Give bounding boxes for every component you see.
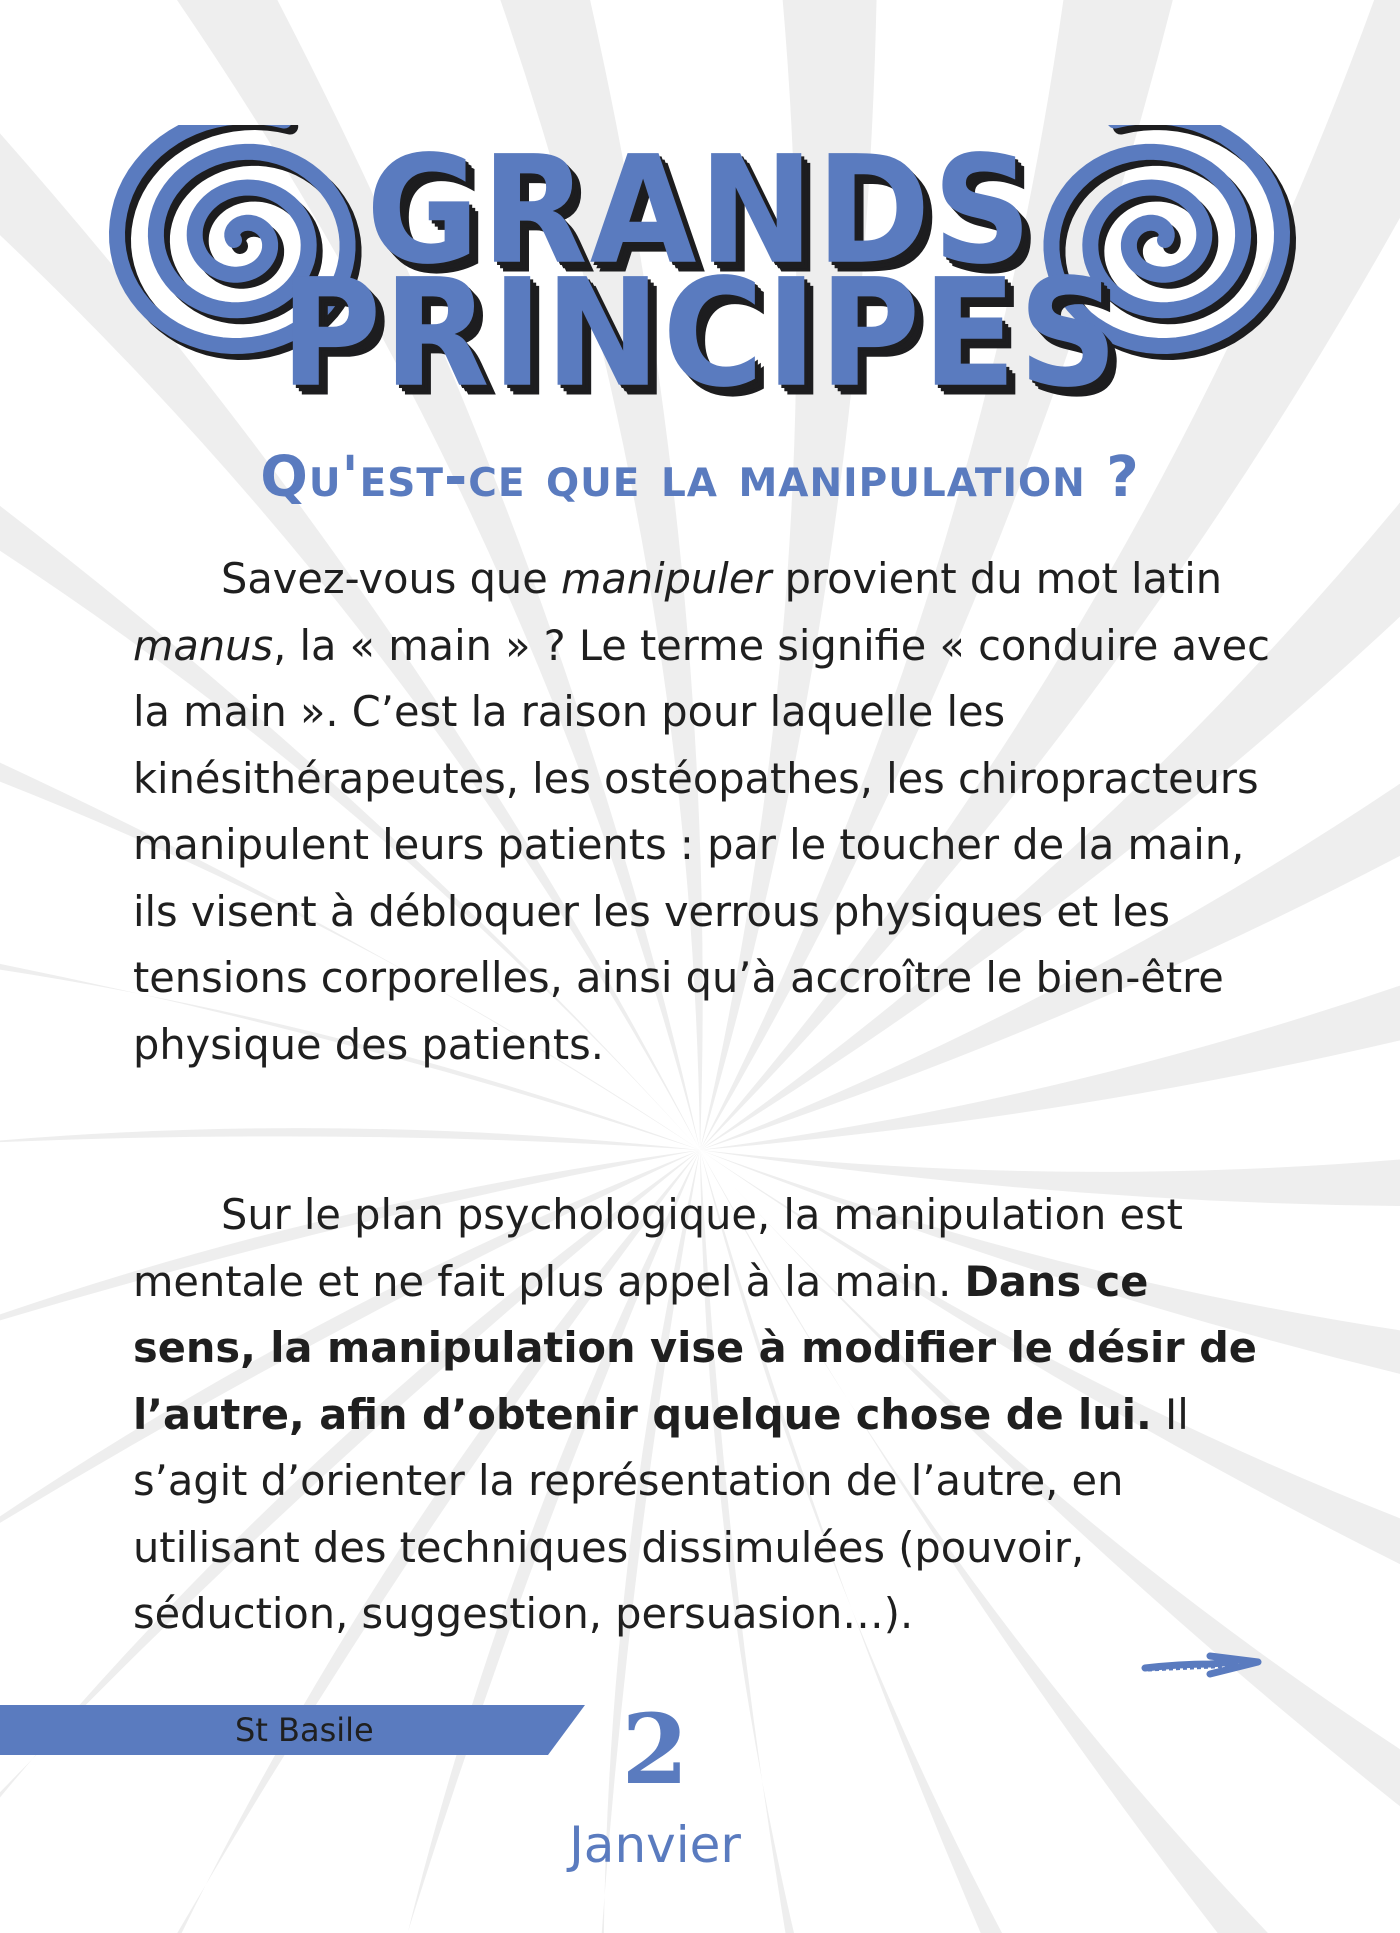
paragraph1-segment: Savez-vous que xyxy=(221,554,561,603)
saint-name: St Basile xyxy=(235,1711,374,1749)
arrow-right-icon[interactable] xyxy=(1140,1640,1270,1685)
title-line-2: PRINCIPES xyxy=(280,246,1120,421)
paragraph2-segment: Dans ce sens, la manipulation vise à modifier le désir de l’autre, afin d’obtenir quelque chose de lui. xyxy=(133,1256,1257,1439)
paragraph1-segment: , la « main » ? Le terme signifie « conduire avec la main ». C’est la raison pour laquelle les kinésithérapeutes, les ostéopathes, les chiropracteurs manipulent leurs patients : par le toucher de la main, ils visent à débloquer les verrous physiques et les tensions corporelles, ainsi qu’à accroître le bien-être physique des patients. xyxy=(133,620,1270,1069)
month-label: Janvier xyxy=(569,1816,741,1874)
paragraph-1 xyxy=(133,546,1273,1078)
paragraph-2-text xyxy=(133,1190,1257,1638)
paragraph1-segment: manipuler xyxy=(560,554,772,603)
subtitle: Qu'est-ce que la manipulation ? xyxy=(260,445,1140,510)
paragraph2-segment: Il s’agit d’orienter la représentation de l’autre, en utilisant des techniques dissimulées (pouvoir, séduction, suggestion, persuasion…). xyxy=(133,1389,1189,1638)
paragraph1-segment: manus xyxy=(133,620,274,670)
title-line-1: GRANDS xyxy=(366,123,1034,298)
paragraph1-segment: provient du mot latin xyxy=(771,554,1223,603)
day-number: 2 xyxy=(621,1693,689,1806)
paragraph-1-text xyxy=(133,554,1270,1069)
paragraph-2 xyxy=(133,1182,1273,1648)
paragraph2-segment: Sur le plan psychologique, la manipulation est mentale et ne fait plus appel à la main. xyxy=(133,1190,1183,1306)
